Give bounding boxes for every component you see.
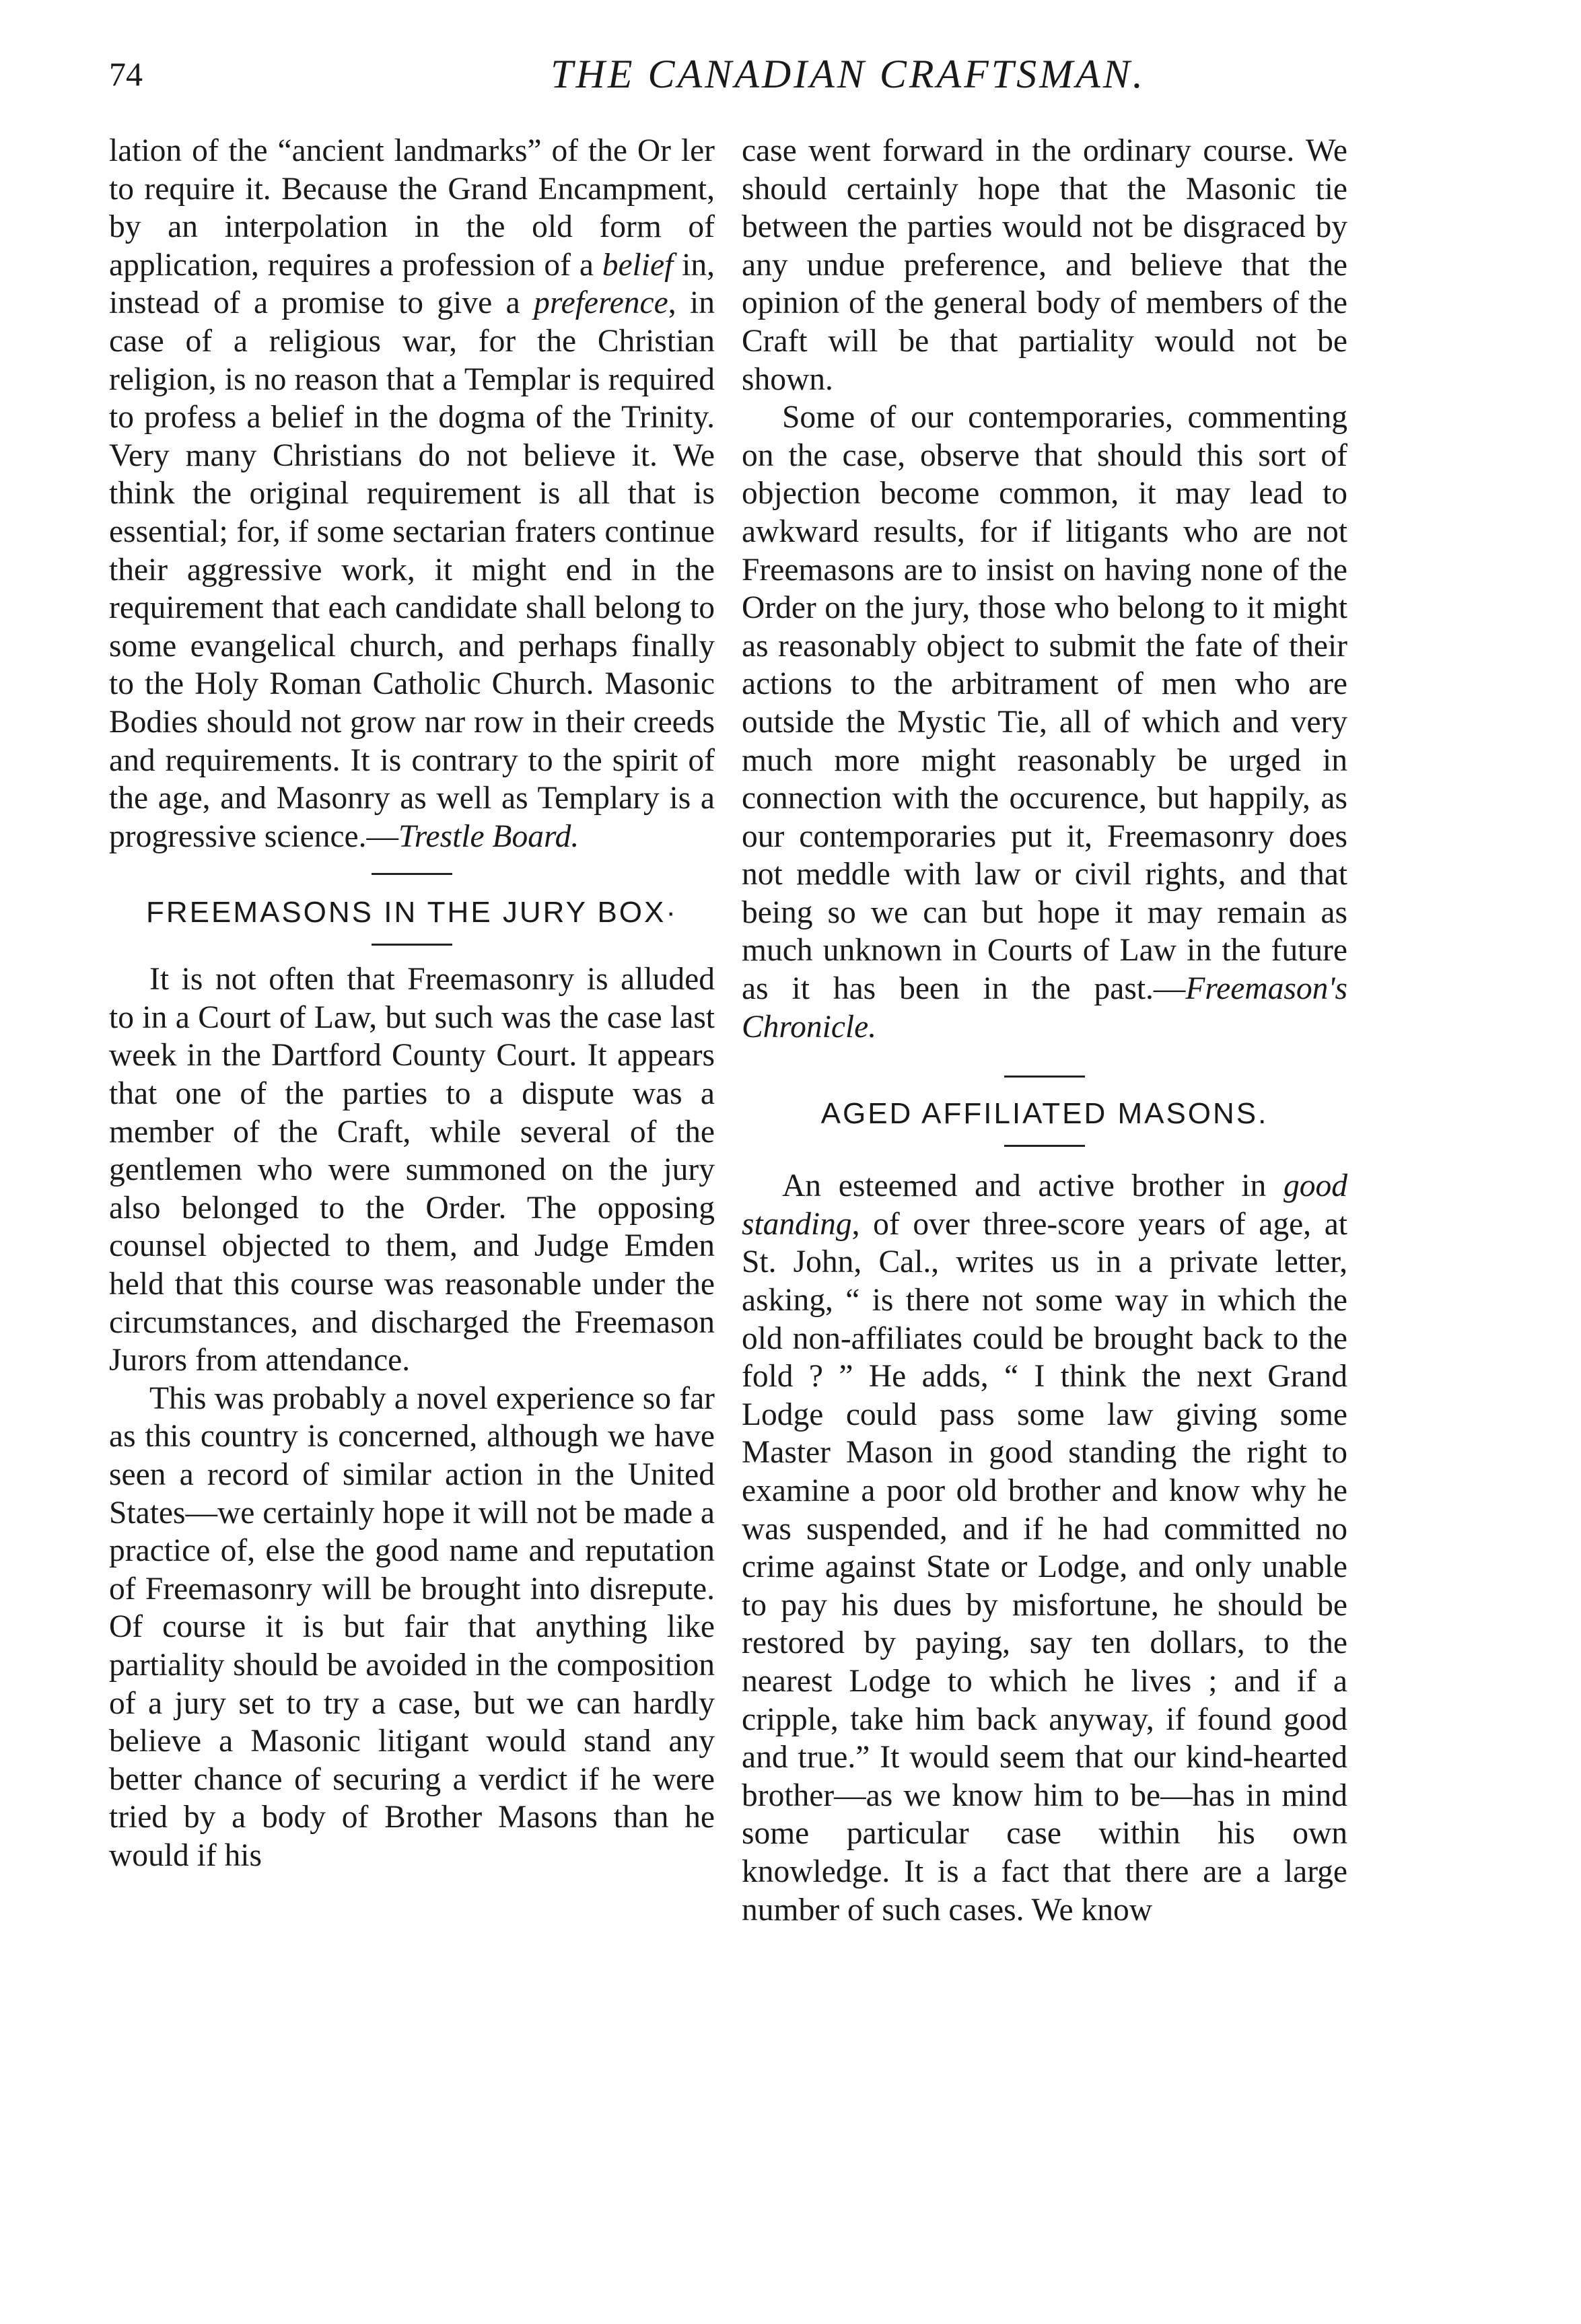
text-span: Some of our contemporaries, commenting on the case, observe that should this sort of objection become common, it may lead to awkward results, for if litigants who are not Freemasons are to insist on having none of the Order on the jury, those who belong to it might as reasonably object to submit the fate of their actions to the arbitrament of men who are outside the Mystic Tie, all of which and very much more might reasonably be urged in connection with the occurence, but happily, as our contemporaries put it, Freemasonry does not meddle with law or civil rights, and that being so we can but hope it may remain as much unknown in Courts of Law in the future as it has been in the past.— [742,400,1347,1007]
article-paragraph: This was probably a novel experience so far as this country is concerned, although we have seen a record of similar action in the United States—we certainly hope it will not be made a practice of, else the good name and reputation of Freemasonry will be brought into disrepute. Of course it is but fair that anything like partiality should be avoided in the composition of a jury set to try a case, but we can hardly believe a Masonic litigant would stand any better chance of securing a verdict if he were tried by a body of Brother Masons than he would if his [109,1380,715,1873]
article-paragraph: case went forward in the ordinary course. We should certainly hope that the Masonic tie between the parties would not be disgraced by any undue preference, and believe that the opinion of the general body of members of the Craft will be that partiality would not be shown. [742,133,1347,397]
section-divider [1004,1076,1085,1078]
text-span: in, instead of a promise to give a [109,247,715,321]
article-paragraph [109,132,715,855]
section-heading: AGED AFFILIATED MASONS. [820,1097,1269,1131]
section-divider [372,944,452,946]
right-column [742,132,1347,1929]
text-span: , of over three-score years of age, at St. John, Cal., writes us in a private letter, asking, “ is there not some way in which the old non-affiliates could be brought back to the fold ? ” He adds, “ I think the next Grand Lodge could pass some law giving some Master Mason in good standing the right to examine a poor old brother and know why he was suspended, and if he had committed no crime against State or Lodge, and only unable to pay his dues by misfortune, he should be restored by paying, say ten dollars, to the nearest Lodge to which he lives ; and if a cripple, take him back anyway, if found good and true.” It would seem that our kind-hearted brother—as we know him to be—has in mind some particular case within his own knowledge. It is a fact that there are a large number of such cases. We know [742,1206,1347,1928]
italic-text: preference [534,285,668,321]
section-heading: FREEMASONS IN THE JURY BOX· [145,896,678,929]
page-number: 74 [109,55,143,93]
section-divider [372,873,452,875]
running-title: THE CANADIAN CRAFTSMAN. [551,52,1146,96]
text-span: An esteemed and active brother in [782,1168,1284,1204]
italic-text: belief [602,247,674,283]
source-attribution: Freemason's Chronicle. [742,971,1347,1045]
text-span: , in case of a religious war, for the Christian religion, is no reason that a Templar is required to profess a belief in the dogma of the Trinity. Very many Christians do not believe it. We think the original requirement is all that is essential; for, if some sectarian fraters continue their aggressive work, it might end in the requirement that each candidate shall belong to some evangelical church, and perhaps finally to the Holy Roman Catholic Church. Masonic Bodies should not grow nar row in their creeds and requirements. It is contrary to the spirit of the age, and Masonry as well as Templary is a progressive science.— [109,285,715,854]
article-paragraph: It is not often that Freemasonry is alluded to in a Court of Law, but such was the case last week in the Dartford County Court. It appears that one of the parties to a dispute was a member of the Craft, while several of the gentlemen who were summoned on the jury also belonged to the Order. The opposing counsel objected to them, and Judge Emden held that this course was reasonable under the circumstances, and discharged the Freemason Jurors from attendance. [109,962,715,1378]
source-attribution: Trestle Board. [398,818,579,854]
section-divider [1004,1145,1085,1147]
article-paragraph [742,1167,1347,1929]
article-paragraph [742,398,1347,1046]
left-column [109,132,715,1875]
text-span: lation of the “ancient landmarks” of the Or ler to require it. Because the Grand Encampment, by an interpolation in the old form of application, requires a profession of a [109,133,715,283]
italic-text: good standing [742,1168,1347,1242]
